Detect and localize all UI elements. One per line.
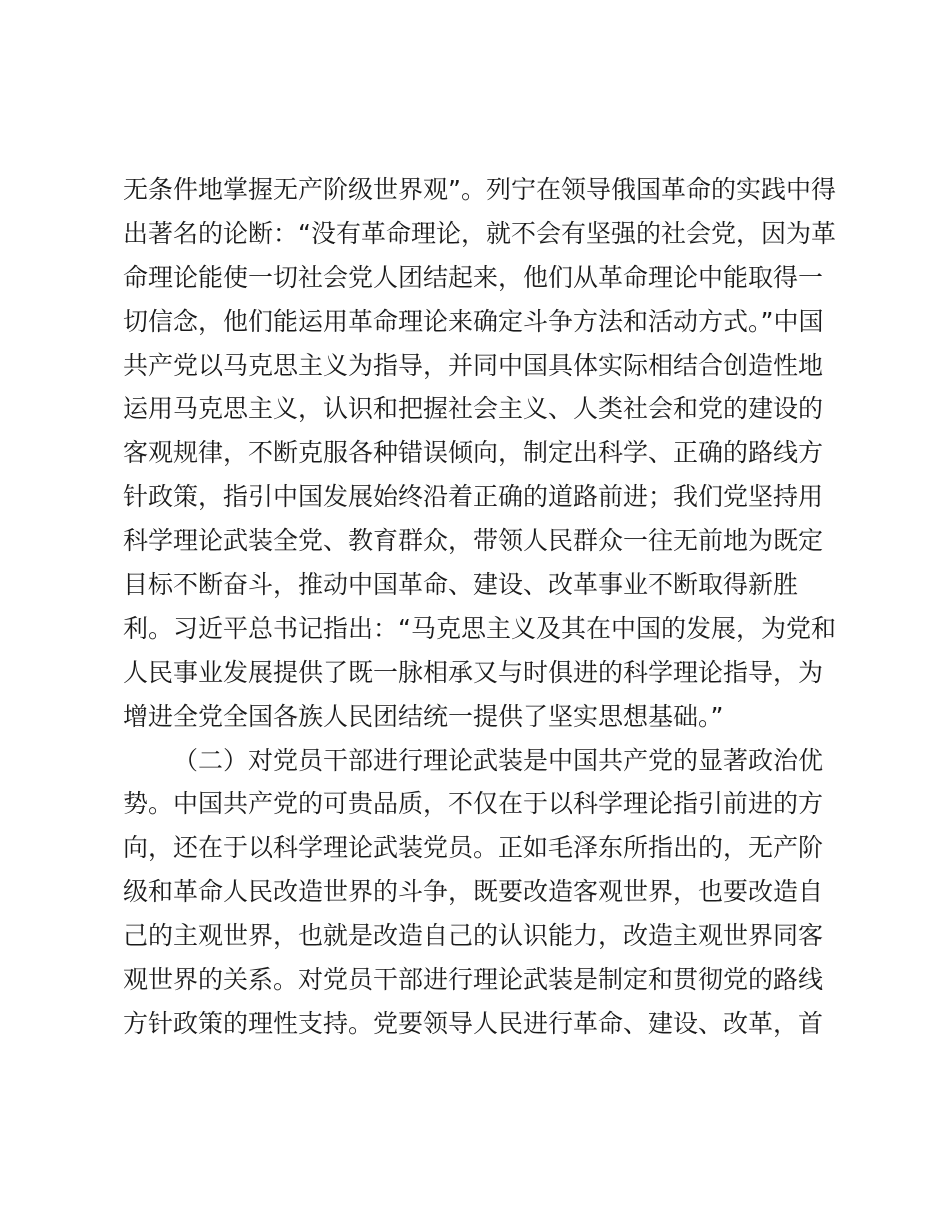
text-line: 方针政策的理性支持。党要领导人民进行革命、建设、改革，首 <box>123 1008 824 1038</box>
text-line: 势。中国共产党的可贵品质，不仅在于以科学理论指引前进的方 <box>123 789 824 819</box>
text-line: 命理论能使一切社会党人团结起来，他们从革命理论中能取得一 <box>123 262 824 292</box>
text-line: 客观规律，不断克服各种错误倾向，制定出科学、正确的路线方 <box>123 438 824 468</box>
text-line: 无条件地掌握无产阶级世界观”。列宁在领导俄国革命的实践中得 <box>123 175 836 204</box>
text-line: 增进全党全国各族人民团结统一提供了坚实思想基础。” <box>123 701 724 731</box>
text-line: 观世界的关系。对党员干部进行理论武装是制定和贯彻党的路线 <box>123 965 824 995</box>
text-line: 针政策，指引中国发展始终沿着正确的道路前进；我们党坚持用 <box>123 482 824 512</box>
text-line: 切信念，他们能运用革命理论来确定斗争方法和活动方式。”中国 <box>123 306 824 336</box>
text-line: （二）对党员干部进行理论武装是中国共产党的显著政治优 <box>173 745 824 775</box>
text-line: 利。习近平总书记指出：“马克思主义及其在中国的发展，为党和 <box>123 613 836 643</box>
text-line: 目标不断奋斗，推动中国革命、建设、改革事业不断取得新胜 <box>123 570 799 600</box>
text-line: 运用马克思主义，认识和把握社会主义、人类社会和党的建设的 <box>123 394 824 424</box>
text-line: 级和革命人民改造世界的斗争，既要改造客观世界，也要改造自 <box>123 877 824 907</box>
body-text <box>123 168 843 1046</box>
paragraph-2 <box>123 739 843 1046</box>
text-line: 人民事业发展提供了既一脉相承又与时俱进的科学理论指导，为 <box>123 657 824 687</box>
text-line: 共产党以马克思主义为指导，并同中国具体实际相结合创造性地 <box>123 350 824 380</box>
text-line: 己的主观世界，也就是改造自己的认识能力，改造主观世界同客 <box>123 921 824 951</box>
text-line: 出著名的论断：“没有革命理论，就不会有坚强的社会党，因为革 <box>123 218 836 248</box>
text-line: 科学理论武装全党、教育群众，带领人民群众一往无前地为既定 <box>123 526 824 556</box>
text-line: 向，还在于以科学理论武装党员。正如毛泽东所指出的，无产阶 <box>123 833 824 863</box>
paragraph-1 <box>123 168 843 739</box>
